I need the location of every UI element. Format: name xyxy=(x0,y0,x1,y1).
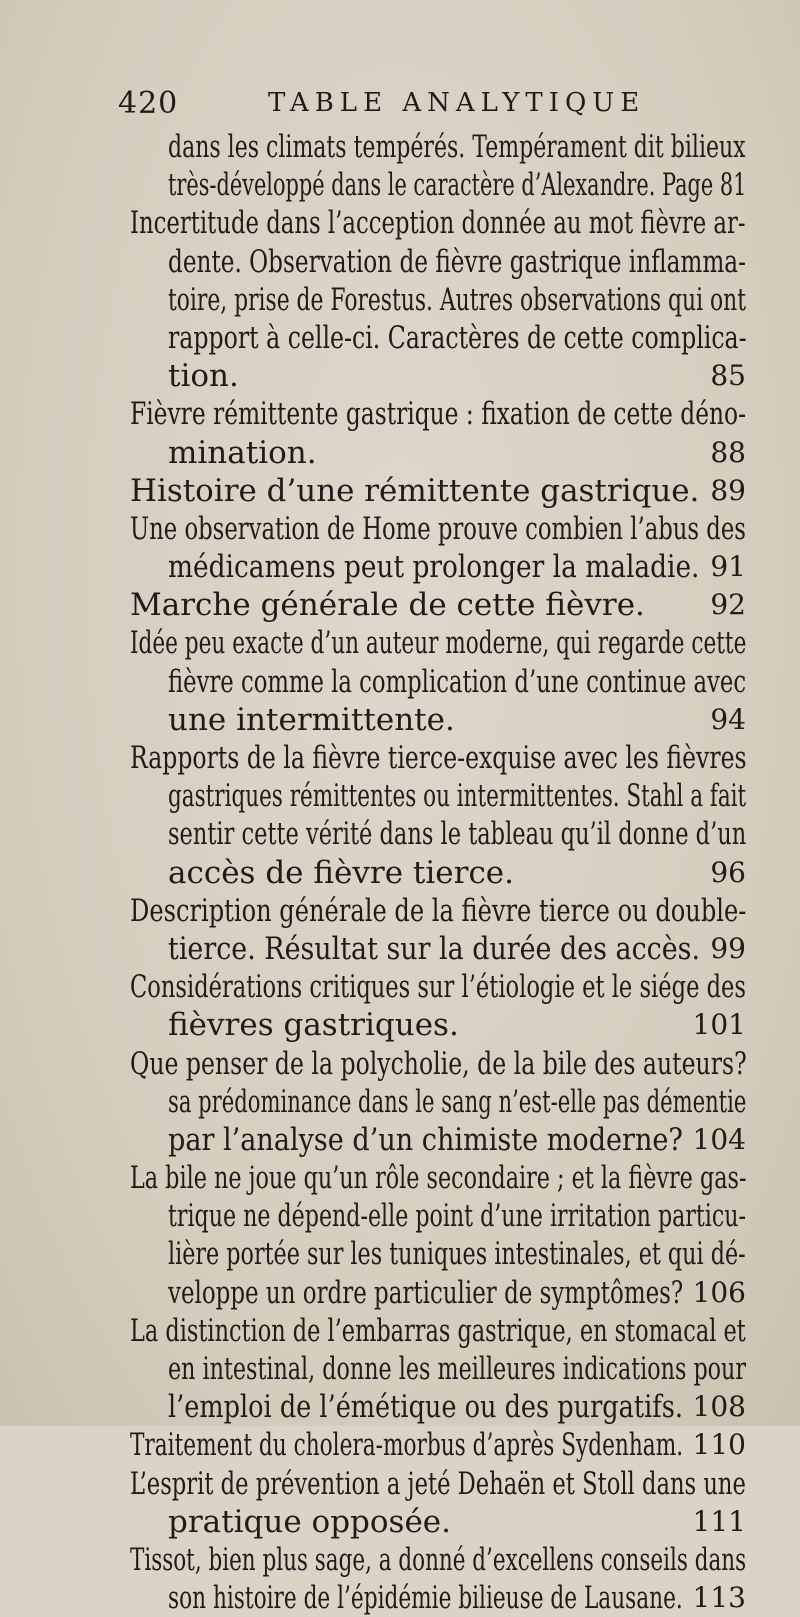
entry-line xyxy=(130,510,750,548)
entry-page-number: 85 xyxy=(710,359,746,393)
entry-text: Tissot, bien plus sage, a donné d’excellens conseils dans xyxy=(130,1541,747,1578)
index-entry xyxy=(130,968,750,1044)
index-entry xyxy=(130,128,750,204)
entry-line xyxy=(130,548,750,586)
page-number: 420 xyxy=(118,86,179,121)
entry-text: en intestinal, donne les meilleures indications pour xyxy=(168,1351,746,1387)
entry-page-number: 110 xyxy=(692,1428,746,1462)
entry-page-number: 91 xyxy=(710,550,746,584)
entry-line xyxy=(130,204,750,242)
index-entry xyxy=(130,204,750,395)
entry-text: L’esprit de prévention a jeté Dehaën et Stoll dans une xyxy=(130,1465,746,1502)
entry-text: pratique opposée. xyxy=(168,1503,451,1540)
entry-text: mination. xyxy=(168,434,317,471)
index-entry xyxy=(130,1045,750,1160)
entry-line xyxy=(130,1235,750,1273)
entry-line xyxy=(130,968,750,1006)
entry-line xyxy=(130,1312,750,1350)
index-entry xyxy=(130,1465,750,1541)
index-entry xyxy=(130,1159,750,1312)
index-entry xyxy=(130,1426,750,1464)
index-entry xyxy=(130,1541,750,1617)
index-entry xyxy=(130,472,750,510)
entry-page-number: 111 xyxy=(692,1504,746,1538)
entry-line xyxy=(130,739,750,777)
entry-text: Traitement du cholera-morbus d’après Sydenham. xyxy=(130,1427,684,1464)
running-title: TABLE ANALYTIQUE xyxy=(268,88,646,118)
entry-text: médicamens peut prolonger la maladie. xyxy=(168,549,700,586)
entry-page-number: 99 xyxy=(710,931,746,965)
index-entry xyxy=(130,586,750,624)
entry-line xyxy=(130,854,750,892)
index-entry xyxy=(130,395,750,471)
entry-page-number: 113 xyxy=(692,1581,746,1615)
entry-text: Histoire d’une rémittente gastrique. xyxy=(130,472,700,509)
entry-text: rapport à celle-ci. Caractères de cette complica- xyxy=(168,319,747,356)
entry-line xyxy=(130,1197,750,1235)
entry-text: une intermittente. xyxy=(168,701,455,738)
entry-line xyxy=(130,930,750,968)
entry-line xyxy=(130,624,750,662)
entry-text: veloppe un ordre particulier de symptômes? xyxy=(168,1274,684,1311)
entry-page-number: 106 xyxy=(692,1275,746,1309)
entry-line xyxy=(130,281,750,319)
entry-text: Idée peu exacte d’un auteur moderne, qui regarde cette xyxy=(130,625,747,662)
entry-text: fièvres gastriques. xyxy=(168,1007,459,1044)
entry-line xyxy=(130,815,750,853)
entry-text: Description générale de la fièvre tierce ou double- xyxy=(130,892,747,929)
entry-text: trique ne dépend-elle point d’une irritation particu- xyxy=(168,1198,746,1235)
entry-line xyxy=(130,1274,750,1312)
index-entry xyxy=(130,739,750,892)
entry-line xyxy=(130,892,750,930)
entry-text: dente. Observation de fièvre gastrique inflamma- xyxy=(168,243,746,280)
entry-line xyxy=(130,1503,750,1541)
entry-line xyxy=(130,395,750,433)
entry-text: sa prédominance dans le sang n’est-elle pas démentie xyxy=(168,1083,747,1120)
entry-line xyxy=(130,1045,750,1083)
entry-text: fièvre comme la complication d’une continue avec xyxy=(168,663,747,700)
entry-text: son histoire de l’épidémie bilieuse de Lausane. xyxy=(168,1580,683,1617)
index-entries xyxy=(130,128,750,1617)
index-entry xyxy=(130,624,750,739)
entry-line xyxy=(130,701,750,739)
entry-page-number: 92 xyxy=(710,588,746,622)
entry-page-number: 94 xyxy=(710,702,746,736)
entry-text: La bile ne joue qu’un rôle secondaire ; et la fièvre gas- xyxy=(130,1160,747,1197)
entry-text: Que penser de la polycholie, de la bile des auteurs? xyxy=(130,1045,747,1082)
entry-line xyxy=(130,586,750,624)
entry-text: Considérations critiques sur l’étiologie et le siége des xyxy=(130,969,746,1006)
entry-page-number: 104 xyxy=(692,1122,746,1156)
index-entry xyxy=(130,1312,750,1427)
entry-text: sentir cette vérité dans le tableau qu’il donne d’un xyxy=(168,816,747,853)
index-entry xyxy=(130,510,750,586)
entry-line xyxy=(130,434,750,472)
entry-text: Une observation de Home prouve combien l’abus des xyxy=(130,510,746,547)
entry-page-number: 96 xyxy=(710,855,746,889)
entry-page-number: 101 xyxy=(692,1008,746,1042)
entry-line xyxy=(130,319,750,357)
entry-line xyxy=(130,472,750,510)
entry-line xyxy=(130,663,750,701)
entry-line xyxy=(130,128,750,166)
entry-text: lière portée sur les tuniques intestinales, et qui dé- xyxy=(168,1236,746,1273)
entry-line xyxy=(130,243,750,281)
entry-text: tierce. Résultat sur la durée des accès. xyxy=(168,930,701,967)
entry-line xyxy=(130,1006,750,1044)
entry-line xyxy=(130,1426,750,1464)
entry-text: l’emploi de l’émétique ou des purgatifs. xyxy=(168,1389,683,1426)
entry-line xyxy=(130,1121,750,1159)
entry-page-number: 89 xyxy=(710,473,746,507)
entry-page-number: 88 xyxy=(710,435,746,469)
entry-line xyxy=(130,1083,750,1121)
entry-text: par l’analyse d’un chimiste moderne? xyxy=(168,1121,683,1158)
entry-page-number: 108 xyxy=(692,1390,746,1424)
entry-text: dans les climats tempérés. Tempérament dit bilieux xyxy=(168,129,746,165)
entry-line xyxy=(130,1159,750,1197)
entry-text: très-développé dans le caractère d’Alexandre. Page 81 xyxy=(168,167,747,204)
entry-line xyxy=(130,1465,750,1503)
entry-text: Incertitude dans l’acception donnée au mot fièvre ar- xyxy=(130,205,746,242)
entry-text: gastriques rémittentes ou intermittentes. Stahl a fait xyxy=(168,778,747,815)
entry-line xyxy=(130,1579,750,1617)
entry-line xyxy=(130,777,750,815)
entry-text: toire, prise de Forestus. Autres observations qui ont xyxy=(168,281,746,318)
entry-text: Fièvre rémittente gastrique : fixation de cette déno- xyxy=(130,396,747,433)
entry-text: accès de fièvre tierce. xyxy=(168,854,515,891)
entry-line xyxy=(130,357,750,395)
page-header xyxy=(118,86,678,126)
entry-text: Marche générale de cette fièvre. xyxy=(130,587,645,624)
index-entry xyxy=(130,892,750,968)
entry-line xyxy=(130,1388,750,1426)
entry-text: La distinction de l’embarras gastrique, en stomacal et xyxy=(130,1312,746,1349)
entry-line xyxy=(130,1350,750,1388)
entry-line xyxy=(130,1541,750,1579)
entry-text: tion. xyxy=(168,358,239,395)
entry-line xyxy=(130,166,750,204)
entry-text: Rapports de la fièvre tierce-exquise avec les fièvres xyxy=(130,740,747,776)
